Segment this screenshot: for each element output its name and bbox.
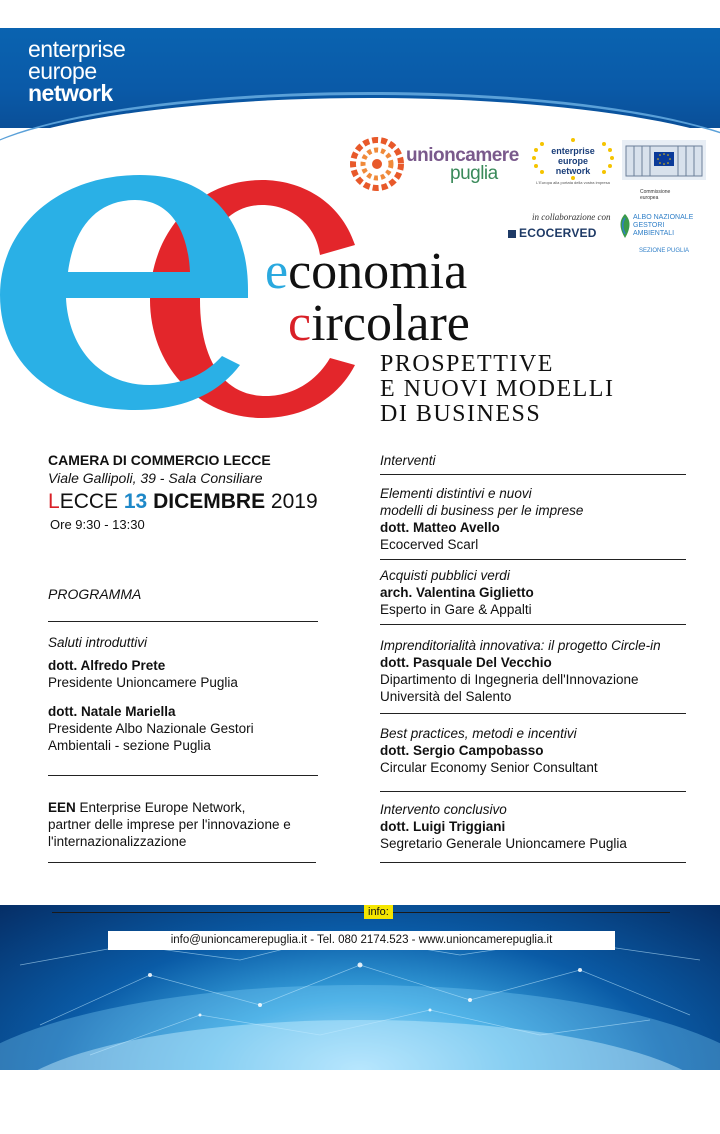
collab-label: in collaborazione con [532, 212, 611, 222]
speaker-name: dott. Alfredo Prete [48, 658, 166, 673]
divider [380, 559, 686, 560]
intervento-speaker: dott. Luigi Triggiani [380, 819, 506, 834]
event-date [48, 490, 318, 514]
title-economia [265, 243, 468, 300]
divider [48, 621, 318, 622]
divider [380, 474, 686, 475]
een-small-line3: network [555, 166, 591, 176]
globe-network-graphic [0, 905, 720, 1070]
interventi-heading: Interventi [380, 453, 436, 468]
een-text: Enterprise Europe Network, [75, 800, 246, 815]
intervento-topic: modelli di business per le imprese [380, 503, 584, 518]
speaker-role: Ambientali - sezione Puglia [48, 738, 211, 753]
event-hours: Ore 9:30 - 13:30 [50, 517, 145, 532]
intervento-topic: Best practices, metodi e incentivi [380, 726, 577, 741]
venue: CAMERA DI COMMERCIO LECCE [48, 452, 271, 468]
divider [380, 624, 686, 625]
intervento-role: Università del Salento [380, 689, 512, 704]
divider [52, 912, 670, 913]
title-economia-rest: conomia [288, 243, 468, 300]
address: Viale Gallipoli, 39 - Sala Consiliare [48, 470, 263, 486]
een-small-logo [528, 138, 618, 198]
divider [380, 862, 686, 863]
intervento-topic: Imprenditorialità innovativa: il progetto Circle-in [380, 638, 661, 653]
commission-label: Commissione europea [640, 189, 671, 201]
info-label: info: [364, 905, 393, 919]
subtitle [380, 352, 614, 427]
een-block [48, 799, 291, 850]
subtitle-line2: E NUOVI MODELLI [380, 376, 615, 402]
een-abbr: EEN [48, 800, 76, 815]
intervento-item [380, 567, 534, 618]
intervento-role: Dipartimento di Ingegneria dell'Innovazione [380, 672, 639, 687]
divider [48, 862, 316, 863]
intervento-speaker: arch. Valentina Giglietto [380, 585, 534, 600]
subtitle-line1: PROSPETTIVE [380, 351, 554, 377]
date-initial: L [48, 490, 60, 513]
divider [380, 791, 686, 792]
title-circolare [288, 295, 470, 352]
title-circolare-cap: c [288, 295, 312, 352]
commission-building-icon [622, 140, 706, 184]
date-month: DICEMBRE [147, 490, 266, 513]
unioncamere-text: unioncamere [406, 145, 519, 166]
intervento-item [380, 725, 598, 776]
title-circolare-rest: ircolare [311, 295, 470, 352]
intervento-role: Circular Economy Senior Consultant [380, 760, 598, 775]
intervento-speaker: dott. Pasquale Del Vecchio [380, 655, 552, 670]
albo-section: SEZIONE PUGLIA [639, 248, 690, 254]
een-logo-line2: europe [28, 58, 97, 84]
intervento-item [380, 801, 627, 852]
contact-bar: info@unioncamerepuglia.it - Tel. 080 2174.523 - www.unioncamerepuglia.it [108, 931, 615, 950]
puglia-text: puglia [450, 163, 498, 184]
divider [380, 713, 686, 714]
saluti-label: Saluti introduttivi [48, 635, 148, 650]
een-small-line1: enterprise [551, 146, 595, 156]
date-year: 2019 [265, 490, 318, 513]
ecocerved-text: ECOCERVED [519, 226, 597, 240]
intervento-topic: Elementi distintivi e nuovi [380, 486, 532, 501]
intervento-role: Segretario Generale Unioncamere Puglia [380, 836, 627, 851]
speaker-role: Presidente Albo Nazionale Gestori [48, 721, 254, 736]
speaker-role: Presidente Unioncamere Puglia [48, 675, 238, 690]
een-logo-line1: enterprise [28, 36, 126, 62]
ecocerved-mark-icon [508, 230, 516, 238]
albo-gestori-logo [617, 212, 703, 257]
intervento-topic: Acquisti pubblici verdi [380, 568, 510, 583]
intervento-item [380, 637, 661, 705]
ecocerved-logo [508, 226, 597, 240]
een-small-tagline: L'Europa alla portata della vostra impresa [536, 180, 610, 185]
een-logo-line3: network [28, 80, 113, 106]
divider [48, 775, 318, 776]
een-text: l'internazionalizzazione [48, 834, 187, 849]
network-globe-banner [0, 905, 720, 1070]
een-logo [28, 38, 125, 104]
albo-leaf-icon [617, 212, 633, 240]
intervento-speaker: dott. Sergio Campobasso [380, 743, 544, 758]
intervento-topic: Intervento conclusivo [380, 802, 507, 817]
subtitle-line3: DI BUSINESS [380, 401, 542, 427]
albo-line2: GESTORI AMBIENTALI [633, 222, 675, 237]
speaker-name: dott. Natale Mariella [48, 704, 176, 719]
intervento-speaker: dott. Matteo Avello [380, 520, 500, 535]
european-commission-logo [622, 140, 706, 201]
programma-heading: PROGRAMMA [48, 586, 142, 602]
intervento-role: Esperto in Gare & Appalti [380, 602, 532, 617]
date-city: ECCE [59, 490, 124, 513]
saluti-block [48, 634, 254, 754]
title-economia-cap: e [265, 243, 289, 300]
intervento-item [380, 485, 583, 553]
een-text: partner delle imprese per l'innovazione e [48, 817, 291, 832]
intervento-role: Ecocerved Scarl [380, 537, 479, 552]
albo-line1: ALBO NAZIONALE [633, 214, 694, 221]
een-small-line2: europe [557, 156, 588, 166]
date-day: 13 [123, 490, 148, 513]
